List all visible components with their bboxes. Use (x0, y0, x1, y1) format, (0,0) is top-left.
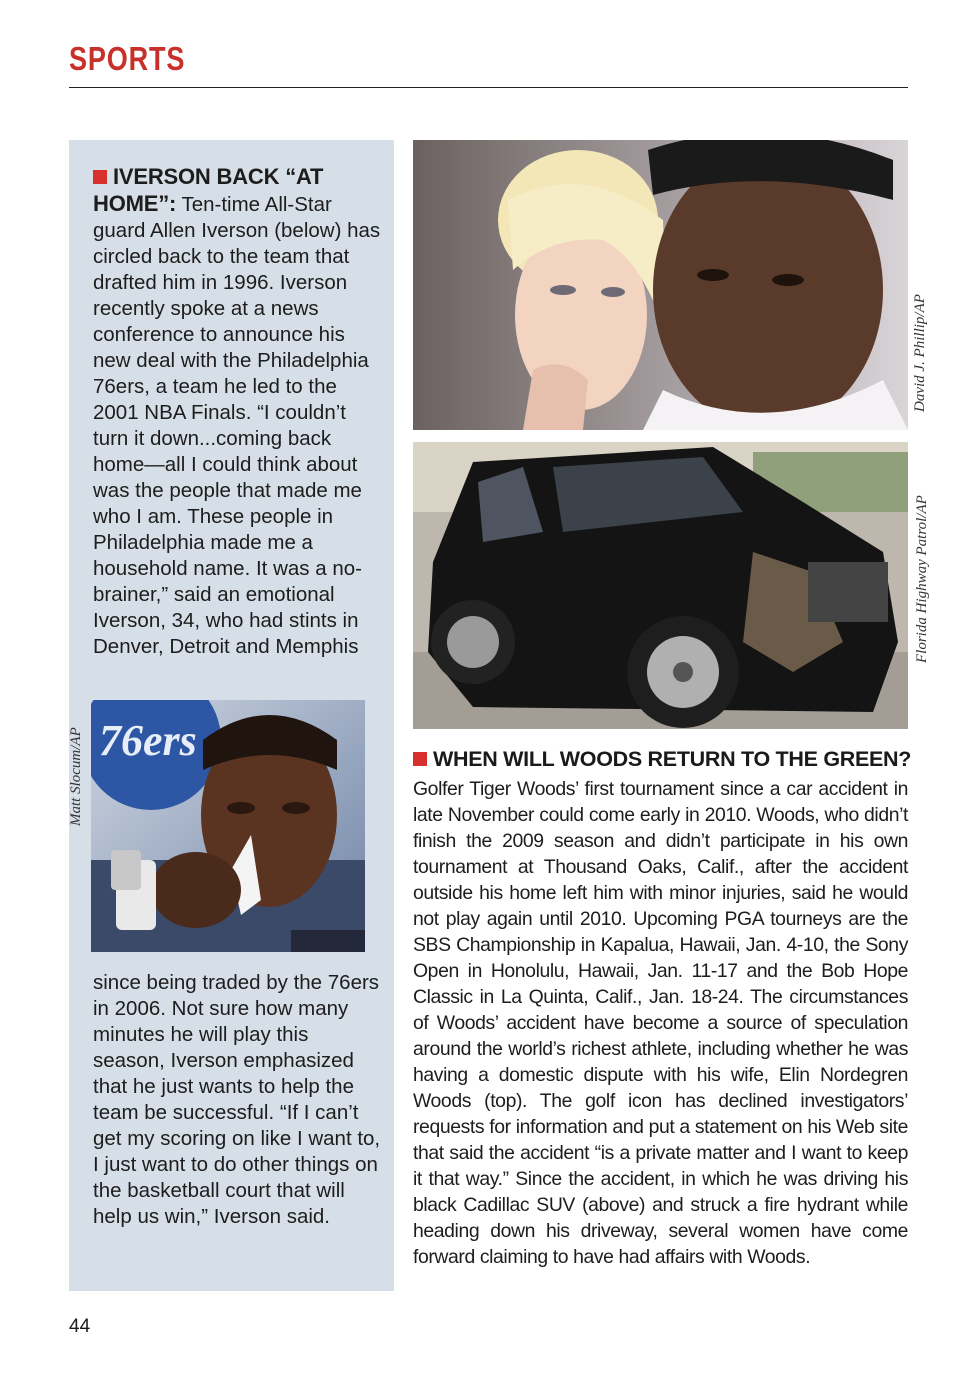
red-bullet-icon (413, 752, 427, 766)
team-logo-text: 76ers (99, 716, 197, 765)
header-rule (69, 87, 908, 88)
woods-photo (413, 140, 908, 430)
iverson-body-part1: Ten-time All-Star guard Allen Iverson (below) has circled back to the team that drafted him in 1996. Iverson recently spoke at a news conference to announce his new deal with the Philadelphia 76ers, a team he led to the 2001 NBA Finals. “I couldn’t turn it down...coming back home—all I could think about was the people that made me who I am. These people in Philadelphia made me a household name. It was a no-brainer,” said an emotional Iverson, 34, who had stints in Denver, Detroit and Memphis (93, 193, 381, 658)
iverson-text-part1 (93, 164, 385, 660)
iverson-body-part2: since being traded by the 76ers in 2006. Not sure how many minutes he will play this season, Iverson emphasized that he just wants to help the team be successful. “If I can’t get my scoring on like I want to, I just want to do other things on the basketball court that will help us win,” Iverson said. (93, 971, 381, 1228)
woods-headline (413, 747, 913, 772)
iverson-photo (91, 700, 365, 952)
cadillac-photo (413, 442, 908, 729)
iverson-headline: IVERSON BACK “AT HOME”: (93, 164, 324, 216)
red-bullet-icon (93, 170, 107, 184)
woods-body: Golfer Tiger Woods’ first tournament since a car accident in late November could come early in 2010. Woods, who didn’t finish the 2009 season and didn’t participate in his own tournament at Thousand Oaks, Calif., after the accident outside his home left him with minor injuries, said he would not play again until 2010. Upcoming PGA tourneys are the SBS Championship in Kapalua, Hawaii, Jan. 4-10, the Sony Open in Honolulu, Hawaii, Jan. 11-17 and the Bob Hope Classic in La Quinta, Calif., Jan. 18-24. The circumstances of Woods’ accident have become a source of speculation around the world’s richest athlete, including whether he was having a domestic dispute with his wife, Elin Nordegren Woods (top). The golf icon has declined investigators’ requests for information and put a statement on his Web site that said the accident “is a private matter and I want to keep it that way.” Since the accident, in which he was driving his black Cadillac SUV (above) and struck a fire hydrant while heading down his driveway, several women have come forward claiming to have had affairs with Woods. (413, 778, 908, 1268)
cadillac-photo-credit: Florida Highway Patrol/AP (914, 495, 930, 663)
page-number: 44 (69, 1316, 91, 1337)
iverson-photo-credit: Matt Slocum/AP (68, 727, 84, 826)
section-title: SPORTS (69, 40, 186, 77)
woods-headline-text: WHEN WILL WOODS RETURN TO THE GREEN? (433, 747, 912, 771)
woods-photo-credit: David J. Phillip/AP (912, 294, 928, 412)
